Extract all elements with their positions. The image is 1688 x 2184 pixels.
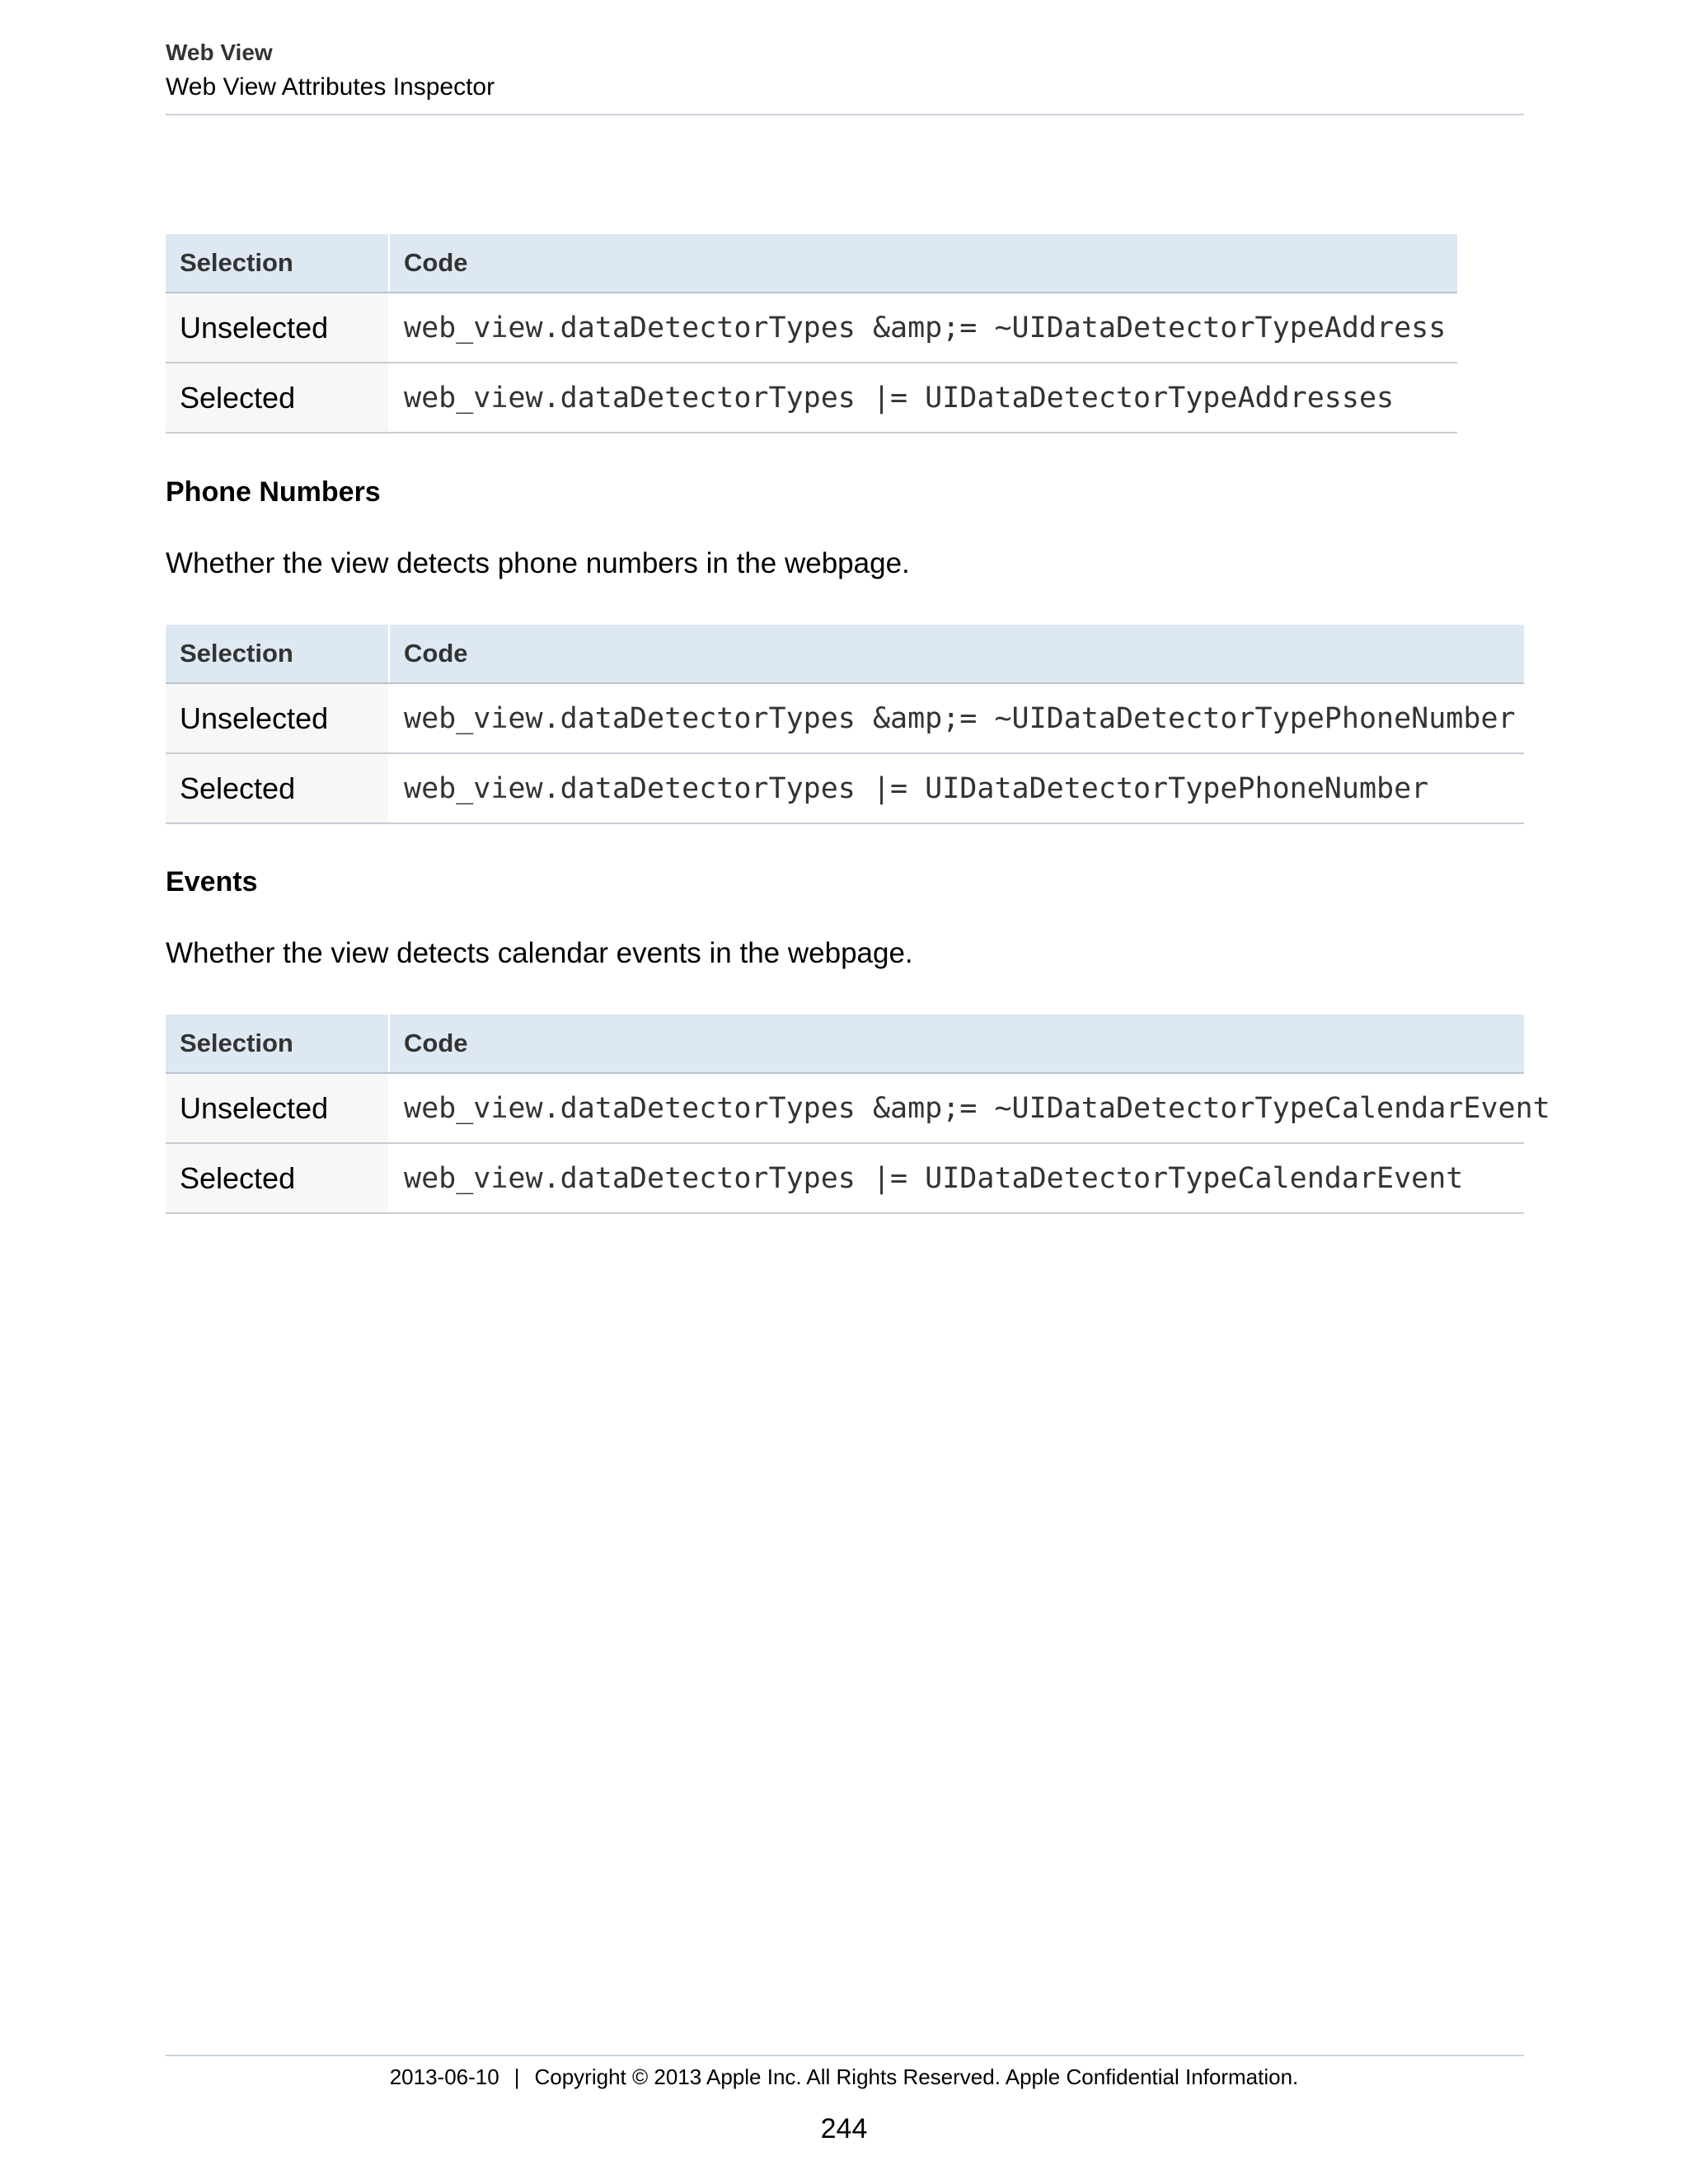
- code-cell: web_view.dataDetectorTypes |= UIDataDetectorTypeAddresses: [389, 363, 1457, 433]
- events-description: Whether the view detects calendar events in the webpage.: [166, 937, 913, 969]
- footer-separator: |: [513, 2064, 520, 2089]
- table-row: [166, 753, 1524, 823]
- selection-cell: Unselected: [166, 293, 389, 363]
- table-row: [166, 683, 1524, 753]
- selection-column-header: Selection: [166, 625, 389, 683]
- phone-numbers-table: [166, 625, 1524, 824]
- code-cell: web_view.dataDetectorTypes |= UIDataDetectorTypeCalendarEvent: [389, 1143, 1524, 1213]
- table-header-row: [166, 1015, 1524, 1073]
- selection-column-header: Selection: [166, 234, 389, 293]
- header-divider: [166, 114, 1524, 115]
- events-table: [166, 1015, 1550, 1214]
- code-cell: web_view.dataDetectorTypes &amp;= ~UIDataDetectorTypeCalendarEvent: [389, 1073, 1524, 1143]
- selection-cell: Unselected: [166, 1073, 389, 1143]
- selection-column-header: Selection: [166, 1015, 389, 1073]
- phone-numbers-heading: Phone Numbers: [166, 476, 381, 508]
- code-cell: web_view.dataDetectorTypes |= UIDataDetectorTypePhoneNumber: [389, 753, 1524, 823]
- table-header-row: [166, 234, 1457, 293]
- section-title: Web View Attributes Inspector: [166, 73, 495, 101]
- table-row: [166, 1073, 1524, 1143]
- events-heading: Events: [166, 866, 258, 898]
- running-header: [166, 36, 1524, 105]
- page-footer: [0, 2064, 1688, 2090]
- page-number: 244: [820, 2113, 868, 2144]
- selection-cell: Selected: [166, 363, 389, 433]
- phone-numbers-description: Whether the view detects phone numbers in the webpage.: [166, 547, 910, 579]
- code-cell: web_view.dataDetectorTypes &amp;= ~UIDataDetectorTypePhoneNumber: [389, 683, 1524, 753]
- table-row: [166, 1143, 1524, 1213]
- code-column-header: Code: [389, 234, 1457, 293]
- footer-date: 2013-06-10: [389, 2064, 499, 2089]
- selection-cell: Unselected: [166, 683, 389, 753]
- footer-divider: [166, 2055, 1524, 2056]
- code-cell: web_view.dataDetectorTypes &amp;= ~UIDataDetectorTypeAddress: [389, 293, 1457, 363]
- table-header-row: [166, 625, 1524, 683]
- selection-cell: Selected: [166, 753, 389, 823]
- addresses-table: [166, 234, 1457, 434]
- chapter-title: Web View: [166, 40, 273, 65]
- code-column-header: Code: [389, 625, 1524, 683]
- footer-copyright: Copyright © 2013 Apple Inc. All Rights Reserved. Apple Confidential Information.: [534, 2064, 1299, 2089]
- table-row: [166, 293, 1457, 363]
- code-column-header: Code: [389, 1015, 1524, 1073]
- selection-cell: Selected: [166, 1143, 389, 1213]
- table-row: [166, 363, 1457, 433]
